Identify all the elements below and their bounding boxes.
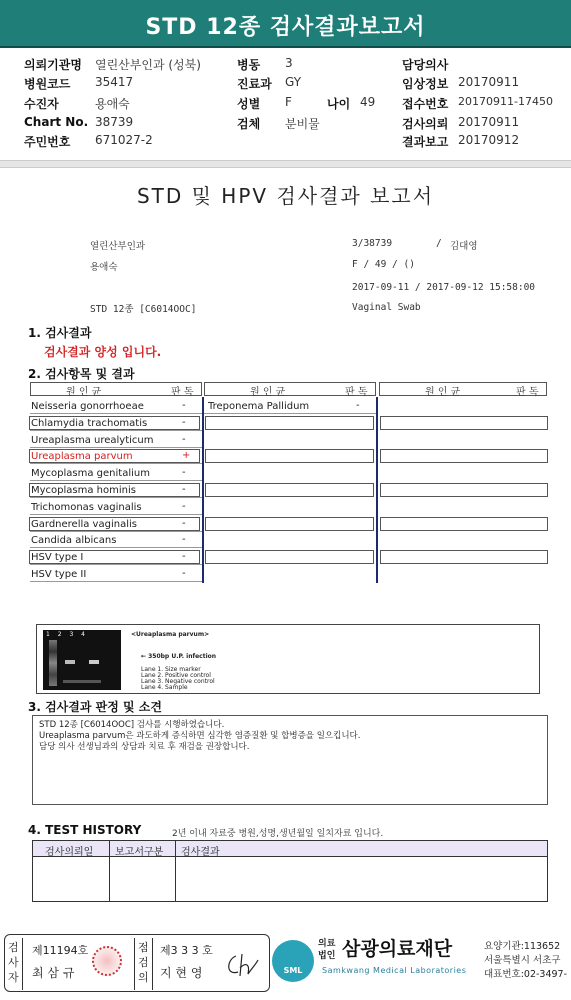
- item-name: Mycoplasma genitalium: [31, 468, 150, 480]
- label-clinical-info: 임상정보: [402, 77, 449, 91]
- label-report-date: 결과보고: [402, 135, 449, 149]
- history-divider-1: [109, 841, 110, 901]
- row-line: [30, 531, 202, 532]
- item-result: -: [182, 517, 186, 529]
- history-col-type: 보고서구분: [115, 847, 164, 858]
- report-date-range: 2017-09-11 / 2017-09-12 15:58:00: [352, 282, 536, 293]
- sign-divider-3: [152, 938, 153, 990]
- label-doctor: 담당의사: [402, 58, 449, 72]
- gel-legend-3: Lane 3. Negative control: [141, 678, 215, 685]
- signature-scribble: [222, 950, 262, 982]
- opinion-line-1: STD 12종 [C6014OOC] 검사를 시행하였습니다.: [39, 720, 225, 730]
- label-specimen: 검체: [237, 117, 261, 131]
- sign-divider-2: [134, 938, 135, 990]
- report-doctor-sep: /: [436, 238, 442, 249]
- label-receipt-no: 접수번호: [402, 97, 449, 111]
- history-header-row: [33, 841, 547, 857]
- empty-row-box: [205, 483, 374, 497]
- history-col-result: 검사결과: [181, 847, 220, 858]
- value-patient: 용애숙: [95, 97, 130, 111]
- section4-heading: 4. TEST HISTORY: [28, 823, 142, 837]
- item-name: Neisseria gonorrhoeae: [31, 401, 144, 412]
- org-kind: 의료 법인: [318, 939, 336, 961]
- page-title: STD 12종 검사결과보고서: [145, 15, 426, 40]
- org-name: 삼광의료재단: [342, 938, 453, 960]
- gel-band-note: ← 350bp U.P. infection: [141, 653, 217, 660]
- item-result: -: [182, 467, 186, 479]
- confirm-no: 제3 3 3 호: [160, 944, 213, 957]
- item-result: -: [182, 500, 186, 512]
- org-phone: 대표번호:02-3497-: [484, 969, 568, 980]
- history-note: 2년 이내 자료중 병원,성명,생년월일 일치자료 입니다.: [172, 829, 384, 839]
- empty-row-box: [205, 416, 374, 430]
- gel-title: <Ureaplasma parvum>: [131, 631, 210, 638]
- value-department: GY: [285, 75, 302, 89]
- empty-row-box: [205, 550, 374, 564]
- empty-row-box: [380, 517, 548, 531]
- row-line: [30, 447, 202, 448]
- row-line: [30, 463, 202, 464]
- item-2-result: -: [356, 400, 360, 411]
- value-institution: 열린산부인과 (성북): [95, 58, 201, 72]
- label-chart-no: Chart No.: [24, 115, 89, 129]
- item-name: Chlamydia trachomatis: [31, 417, 148, 429]
- item-result: -: [182, 433, 186, 445]
- empty-row-box: [205, 517, 374, 531]
- label-institution: 의뢰기관명: [24, 58, 82, 72]
- section2-heading: 2. 검사항목 및 결과: [28, 367, 135, 381]
- report-hospital: 열린산부인과: [90, 241, 146, 252]
- empty-row-box: [380, 449, 548, 463]
- label-age: 나이: [327, 97, 351, 111]
- label-request-date: 검사의뢰: [402, 117, 449, 131]
- report-specimen: Vaginal Swab: [352, 302, 421, 313]
- report-doctor: 김대영: [450, 241, 478, 252]
- grid-divider-2: [376, 397, 378, 583]
- primer-band: [63, 680, 101, 683]
- header-judge-3: 판 독: [516, 387, 539, 398]
- confirm-label: 점검의: [138, 941, 149, 984]
- history-col-date: 검사의뢰일: [45, 847, 94, 858]
- opinion-line-2: Ureaplasma parvum은 과도하게 증식하면 심각한 염증질환 및 합병증을 일으킵니다.: [39, 731, 361, 741]
- history-table: [32, 840, 548, 902]
- confirm-name: 지 현 영: [160, 966, 203, 980]
- label-hospital-code: 병원코드: [24, 77, 71, 91]
- row-line: [30, 497, 202, 498]
- item-result: -: [182, 551, 186, 563]
- row-line: [30, 413, 202, 414]
- empty-row-box: [380, 483, 548, 497]
- gel-legend-1: Lane 1. Size marker: [141, 666, 201, 673]
- opinion-line-3: 담당 의사 선생님과의 상담과 치료 후 재검을 권장합니다.: [39, 742, 250, 752]
- seal-stamp: [92, 946, 122, 976]
- item-name: HSV type II: [31, 569, 87, 580]
- section3-heading: 3. 검사결과 판정 및 소견: [28, 700, 162, 714]
- org-code: 요양기관:113652: [484, 941, 561, 952]
- value-hospital-code: 35417: [95, 75, 134, 89]
- empty-row-box: [380, 416, 548, 430]
- header-cause-1: 원 인 균: [66, 387, 102, 398]
- row-line: [30, 581, 202, 582]
- value-chart-no: 38739: [95, 115, 134, 129]
- sign-divider-1: [22, 938, 23, 990]
- label-patient: 수진자: [24, 97, 59, 111]
- item-name: Ureaplasma parvum: [31, 451, 133, 463]
- grid-divider-1: [202, 397, 204, 583]
- header-cause-3: 원 인 균: [425, 387, 461, 398]
- row-line: [30, 514, 202, 515]
- item-2-name: Treponema Pallidum: [208, 401, 310, 412]
- label-resident-no: 주민번호: [24, 135, 71, 149]
- positive-result-text: 검사결과 양성 입니다.: [44, 345, 162, 359]
- header-judge-1: 판 독: [171, 387, 194, 398]
- positive-band: [65, 660, 75, 664]
- grid-header-1: [30, 382, 202, 396]
- report-patient: 용애숙: [90, 262, 118, 273]
- label-ward: 병동: [237, 58, 261, 72]
- value-age: 49: [360, 95, 376, 109]
- gel-electrophoresis-panel: [36, 624, 540, 694]
- grid-header-3: [379, 382, 547, 396]
- row-line: [30, 547, 202, 548]
- org-address: 서울특별시 서초구: [484, 955, 561, 966]
- label-department: 진료과: [237, 77, 272, 91]
- value-receipt-no: 20170911-17450: [458, 95, 553, 108]
- gel-image: [43, 630, 121, 690]
- row-line: [30, 564, 202, 565]
- header-cause-2: 원 인 균: [250, 387, 286, 398]
- report-title: STD 및 HPV 검사결과 보고서: [136, 184, 435, 208]
- value-clinical-info: 20170911: [458, 75, 520, 89]
- examiner-name: 최 삼 규: [32, 966, 75, 980]
- item-result: +: [182, 450, 191, 462]
- value-resident-no: 671027-2: [95, 133, 153, 147]
- sml-logo-icon: [272, 940, 314, 982]
- examiner-label: 검사자: [8, 941, 19, 984]
- section1-heading: 1. 검사결과: [28, 326, 92, 340]
- label-sex: 성별: [237, 97, 261, 111]
- history-divider-2: [175, 841, 176, 901]
- sample-band: [89, 660, 99, 664]
- header-judge-2: 판 독: [345, 387, 368, 398]
- value-ward: 3: [285, 56, 293, 70]
- report-test-code: STD 12종 [C6014OOC]: [90, 304, 197, 315]
- item-result: -: [182, 568, 186, 579]
- item-name: Ureaplasma urealyticum: [31, 434, 154, 446]
- value-sex: F: [285, 95, 292, 109]
- opinion-box: [32, 715, 548, 805]
- item-name: Mycoplasma hominis: [31, 485, 136, 496]
- item-name: HSV type I: [31, 552, 84, 564]
- report-sex-age: F / 49 / (): [352, 259, 415, 270]
- section-divider: [0, 160, 571, 168]
- row-line: [30, 480, 202, 481]
- row-line: [30, 430, 202, 431]
- item-result: -: [182, 400, 186, 411]
- value-specimen: 분비물: [285, 117, 320, 131]
- gel-legend-2: Lane 2. Positive control: [141, 672, 211, 679]
- org-en: Samkwang Medical Laboratories: [322, 966, 467, 975]
- gel-legend-4: Lane 4. Sample: [141, 684, 188, 691]
- value-request-date: 20170911: [458, 115, 520, 129]
- row-line: [204, 413, 376, 414]
- lane-numbers: 1 2 3 4: [46, 631, 88, 638]
- grid-header-2: [204, 382, 376, 396]
- ladder-lane: [49, 640, 57, 686]
- examiner-no: 제11194호: [32, 944, 89, 957]
- item-name: Gardnerella vaginalis: [31, 518, 137, 530]
- value-report-date: 20170912: [458, 133, 520, 147]
- logo-text: SML: [283, 966, 303, 975]
- item-name: Trichomonas vaginalis: [31, 501, 142, 513]
- item-result: -: [182, 534, 186, 546]
- empty-row-box: [205, 449, 374, 463]
- item-result: -: [182, 484, 186, 495]
- report-chart: 3/38739: [352, 238, 393, 249]
- item-result: -: [182, 416, 186, 428]
- item-name: Candida albicans: [31, 535, 117, 547]
- empty-row-box: [380, 550, 548, 564]
